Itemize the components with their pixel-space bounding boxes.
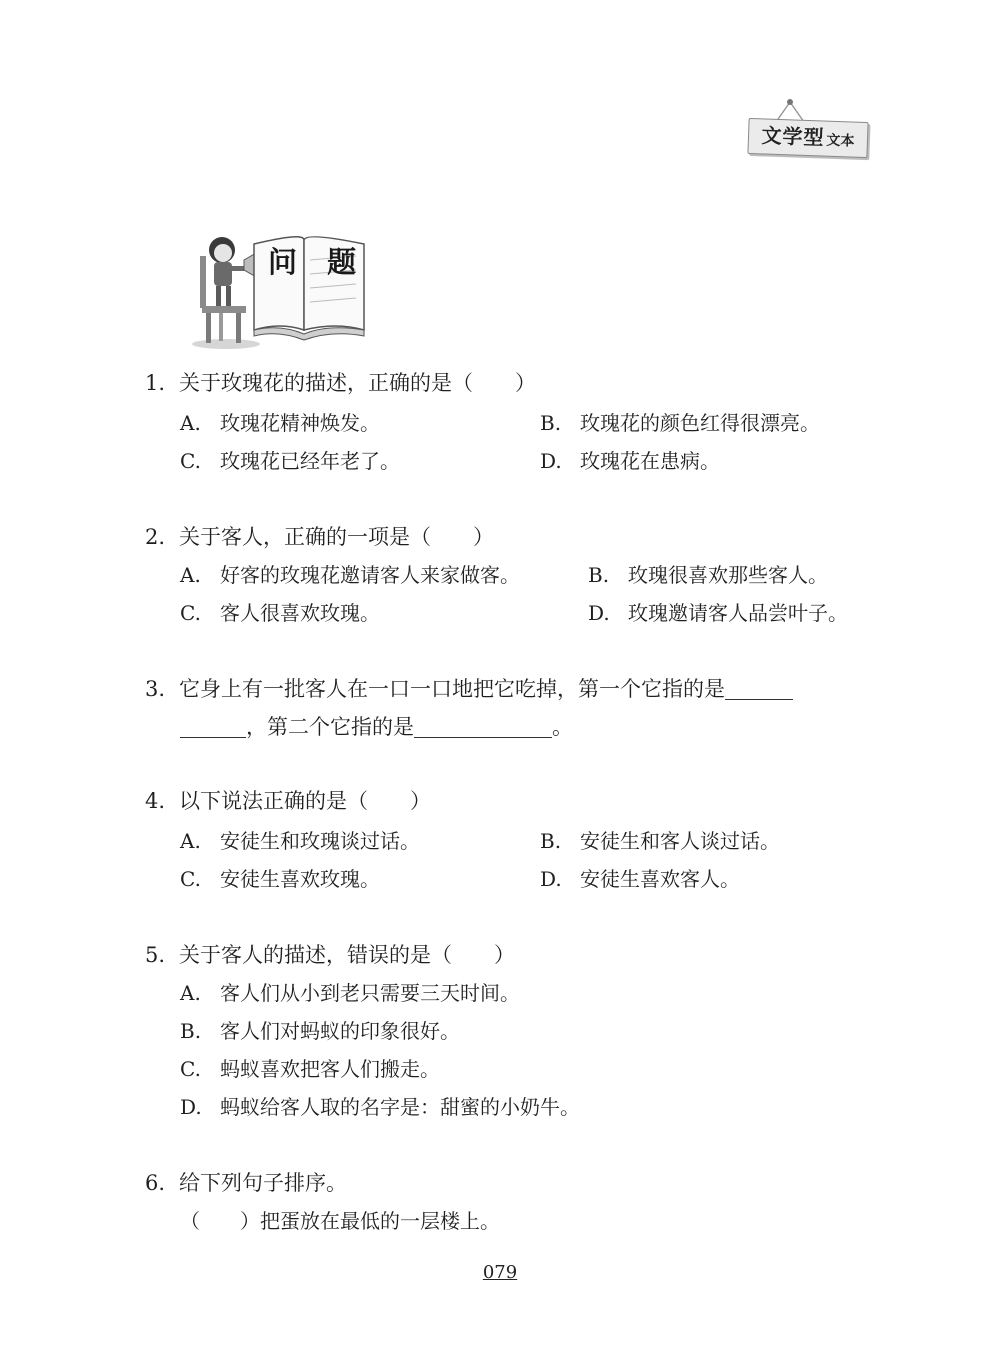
option-letter: D. — [588, 601, 610, 625]
q5-option-d — [180, 1092, 580, 1122]
question-2 — [145, 522, 494, 552]
ordering-bracket[interactable]: （ ） — [180, 1209, 260, 1233]
q2-option-d — [588, 598, 848, 628]
q5-option-c — [180, 1054, 440, 1084]
option-text: 客人们对蚂蚁的印象很好。 — [220, 1019, 460, 1043]
q1-option-c — [180, 446, 400, 476]
option-text: 客人很喜欢玫瑰。 — [220, 601, 380, 625]
option-letter: B. — [540, 829, 562, 853]
answer-blank[interactable] — [180, 715, 246, 738]
question-stem: 关于客人的描述，错误的是（ ） — [179, 943, 515, 967]
q2-option-c — [180, 598, 380, 628]
option-text: 安徒生和客人谈过话。 — [580, 829, 780, 853]
option-letter: B. — [588, 563, 610, 587]
question-5 — [145, 940, 515, 970]
question-stem-continued: ，第二个它指的是 — [246, 715, 414, 739]
question-1 — [145, 368, 536, 398]
option-text: 安徒生和玫瑰谈过话。 — [220, 829, 420, 853]
q1-option-a — [180, 408, 380, 438]
option-text: 玫瑰花在患病。 — [580, 449, 720, 473]
q4-option-c — [180, 864, 380, 894]
option-letter: A. — [180, 981, 201, 1005]
option-text: 玫瑰很喜欢那些客人。 — [628, 563, 828, 587]
option-text: 玫瑰花的颜色红得很漂亮。 — [580, 411, 820, 435]
q6-item — [180, 1206, 500, 1236]
question-stem-end: 。 — [552, 715, 573, 739]
item-text: 把蛋放在最低的一层楼上。 — [260, 1209, 500, 1233]
question-stem: 给下列句子排序。 — [179, 1171, 347, 1195]
option-letter: A. — [180, 411, 201, 435]
option-text: 蚂蚁给客人取的名字是：甜蜜的小奶牛。 — [220, 1095, 580, 1119]
question-number: 6. — [145, 1171, 166, 1195]
page-number: 079 — [482, 1262, 518, 1283]
question-stem: 以下说法正确的是（ ） — [179, 789, 431, 813]
question-3 — [145, 674, 793, 704]
section-tag — [747, 118, 868, 158]
answer-blank[interactable] — [414, 715, 552, 738]
option-text: 安徒生喜欢客人。 — [580, 867, 740, 891]
option-letter: C. — [180, 449, 201, 473]
option-letter: D. — [540, 867, 562, 891]
q2-option-a — [180, 560, 520, 590]
option-letter: C. — [180, 1057, 201, 1081]
section-heading: 问 题 — [268, 244, 367, 279]
q1-option-b — [540, 408, 820, 438]
option-letter: D. — [540, 449, 562, 473]
tag-sub-text: 文本 — [826, 132, 855, 150]
question-stem: 关于客人，正确的一项是（ ） — [179, 525, 494, 549]
option-letter: D. — [180, 1095, 202, 1119]
question-4 — [145, 786, 431, 816]
q5-option-b — [180, 1016, 460, 1046]
question-number: 4. — [145, 789, 166, 813]
option-letter: C. — [180, 601, 201, 625]
q4-option-a — [180, 826, 420, 856]
question-number: 1. — [145, 371, 166, 395]
option-letter: B. — [180, 1019, 202, 1043]
answer-blank[interactable] — [725, 677, 793, 700]
question-6 — [145, 1168, 347, 1198]
q4-option-d — [540, 864, 740, 894]
option-text: 蚂蚁喜欢把客人们搬走。 — [220, 1057, 440, 1081]
option-letter: A. — [180, 829, 201, 853]
q4-option-b — [540, 826, 780, 856]
option-text: 玫瑰邀请客人品尝叶子。 — [628, 601, 848, 625]
option-letter: B. — [540, 411, 562, 435]
question-number: 2. — [145, 525, 166, 549]
q5-option-a — [180, 978, 520, 1008]
question-stem: 关于玫瑰花的描述，正确的是（ ） — [179, 371, 536, 395]
option-letter: C. — [180, 867, 201, 891]
option-text: 安徒生喜欢玫瑰。 — [220, 867, 380, 891]
question-stem: 它身上有一批客人在一口一口地把它吃掉，第一个它指的是 — [179, 677, 725, 701]
q2-option-b — [588, 560, 828, 590]
option-text: 玫瑰花精神焕发。 — [220, 411, 380, 435]
question-number: 3. — [145, 677, 166, 701]
option-letter: A. — [180, 563, 201, 587]
tag-main-text: 文学型 — [761, 123, 825, 150]
question-3-line-2 — [180, 712, 573, 742]
question-number: 5. — [145, 943, 166, 967]
option-text: 好客的玫瑰花邀请客人来家做客。 — [220, 563, 520, 587]
q1-option-d — [540, 446, 720, 476]
option-text: 玫瑰花已经年老了。 — [220, 449, 400, 473]
option-text: 客人们从小到老只需要三天时间。 — [220, 981, 520, 1005]
